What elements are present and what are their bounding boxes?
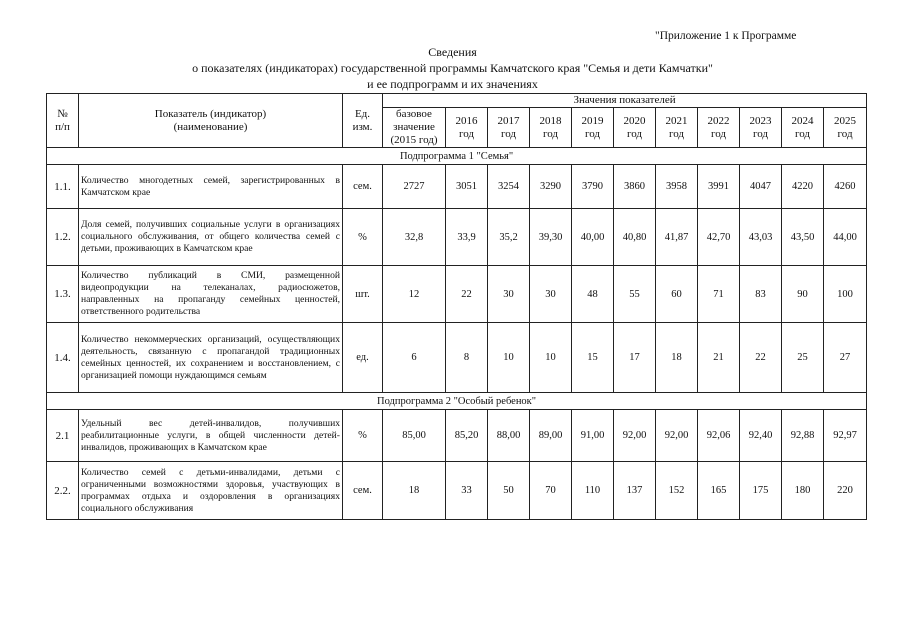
indicator-name: Количество семей с детьми-инвалидами, детьми с ограниченными возможностями здоровья, участвующих в программах отдыха и оздоровления в организациях социального обслуживания	[79, 462, 343, 520]
value-cell: 22	[740, 323, 782, 393]
subprogram-heading: Подпрограмма 1 "Семья"	[47, 148, 867, 165]
value-cell: 4047	[740, 165, 782, 209]
value-cell: 15	[572, 323, 614, 393]
value-cell: 85,20	[446, 410, 488, 462]
value-cell: 83	[740, 266, 782, 323]
value-cell: 110	[572, 462, 614, 520]
value-cell: 60	[656, 266, 698, 323]
header-year: 2019 год	[572, 108, 614, 148]
header-values-group: Значения показателей	[383, 94, 867, 108]
value-cell: 42,70	[698, 209, 740, 266]
header-year: 2020 год	[614, 108, 656, 148]
value-cell: 17	[614, 323, 656, 393]
value-cell: 25	[782, 323, 824, 393]
value-cell: 32,8	[383, 209, 446, 266]
subprogram-heading: Подпрограмма 2 "Особый ребенок"	[47, 393, 867, 410]
value-cell: 85,00	[383, 410, 446, 462]
value-cell: 180	[782, 462, 824, 520]
value-cell: 3958	[656, 165, 698, 209]
header-number: № п/п	[47, 94, 79, 148]
unit-cell: %	[343, 209, 383, 266]
value-cell: 70	[530, 462, 572, 520]
value-cell: 92,40	[740, 410, 782, 462]
value-cell: 50	[488, 462, 530, 520]
value-cell: 43,03	[740, 209, 782, 266]
document-title: Сведения	[428, 45, 477, 59]
indicator-name: Количество некоммерческих организаций, осуществляющих деятельность, связанную с пропагандой традиционных семейных ценностей, их сохранением и восстановлением, с организацией помощи нуждающимся семьям	[79, 323, 343, 393]
value-cell: 43,50	[782, 209, 824, 266]
value-cell: 4260	[824, 165, 867, 209]
header-year: 2016 год	[446, 108, 488, 148]
value-cell: 2727	[383, 165, 446, 209]
value-cell: 3860	[614, 165, 656, 209]
table-row	[47, 165, 867, 209]
row-number: 2.2.	[47, 462, 79, 520]
unit-cell: ед.	[343, 323, 383, 393]
value-cell: 137	[614, 462, 656, 520]
row-number: 1.2.	[47, 209, 79, 266]
value-cell: 33,9	[446, 209, 488, 266]
header-year: 2022 год	[698, 108, 740, 148]
table-row	[47, 462, 867, 520]
value-cell: 92,00	[614, 410, 656, 462]
value-cell: 55	[614, 266, 656, 323]
unit-cell: сем.	[343, 165, 383, 209]
value-cell: 4220	[782, 165, 824, 209]
value-cell: 40,00	[572, 209, 614, 266]
header-unit: Ед. изм.	[343, 94, 383, 148]
value-cell: 48	[572, 266, 614, 323]
value-cell: 39,30	[530, 209, 572, 266]
value-cell: 100	[824, 266, 867, 323]
value-cell: 3290	[530, 165, 572, 209]
document-subtitle-continued: и ее подпрограмм и их значениях	[367, 77, 538, 91]
indicator-name: Удельный вес детей-инвалидов, получивших реабилитационные услуги, в общей численности детей-инвалидов, проживающих в Камчатском крае	[79, 410, 343, 462]
header-year: 2025 год	[824, 108, 867, 148]
value-cell: 3254	[488, 165, 530, 209]
row-number: 2.1	[47, 410, 79, 462]
value-cell: 40,80	[614, 209, 656, 266]
table-row	[47, 266, 867, 323]
value-cell: 3991	[698, 165, 740, 209]
value-cell: 33	[446, 462, 488, 520]
appendix-label: "Приложение 1 к Программе	[655, 30, 797, 42]
table-row	[47, 323, 867, 393]
indicator-name: Количество многодетных семей, зарегистрированных в Камчатском крае	[79, 165, 343, 209]
header-indicator: Показатель (индикатор) (наименование)	[79, 94, 343, 148]
value-cell: 30	[530, 266, 572, 323]
row-number: 1.3.	[47, 266, 79, 323]
value-cell: 10	[530, 323, 572, 393]
value-cell: 30	[488, 266, 530, 323]
value-cell: 3790	[572, 165, 614, 209]
value-cell: 71	[698, 266, 740, 323]
indicator-name: Доля семей, получивших социальные услуги в организациях социального обслуживания, от общего количества семей с детьми, проживающих в Камчатском крае	[79, 209, 343, 266]
value-cell: 92,97	[824, 410, 867, 462]
value-cell: 22	[446, 266, 488, 323]
table-row	[47, 410, 867, 462]
document-subtitle: о показателях (индикаторах) государственной программы Камчатского края "Семья и дети Камчатки"	[192, 61, 713, 75]
header-year: 2018 год	[530, 108, 572, 148]
value-cell: 91,00	[572, 410, 614, 462]
header-year: 2017 год	[488, 108, 530, 148]
value-cell: 44,00	[824, 209, 867, 266]
value-cell: 152	[656, 462, 698, 520]
value-cell: 8	[446, 323, 488, 393]
value-cell: 27	[824, 323, 867, 393]
value-cell: 92,00	[656, 410, 698, 462]
value-cell: 35,2	[488, 209, 530, 266]
row-number: 1.1.	[47, 165, 79, 209]
value-cell: 92,06	[698, 410, 740, 462]
row-number: 1.4.	[47, 323, 79, 393]
indicator-name: Количество публикаций в СМИ, размещенной видеопродукции на телеканалах, радиосюжетов, направленных на пропаганду семейных ценностей, ответственного родительства	[79, 266, 343, 323]
value-cell: 18	[383, 462, 446, 520]
unit-cell: шт.	[343, 266, 383, 323]
value-cell: 21	[698, 323, 740, 393]
value-cell: 88,00	[488, 410, 530, 462]
value-cell: 220	[824, 462, 867, 520]
value-cell: 6	[383, 323, 446, 393]
value-cell: 12	[383, 266, 446, 323]
value-cell: 3051	[446, 165, 488, 209]
value-cell: 10	[488, 323, 530, 393]
value-cell: 89,00	[530, 410, 572, 462]
unit-cell: сем.	[343, 462, 383, 520]
value-cell: 165	[698, 462, 740, 520]
header-base-value: базовое значение (2015 год)	[383, 108, 446, 148]
value-cell: 18	[656, 323, 698, 393]
value-cell: 175	[740, 462, 782, 520]
value-cell: 92,88	[782, 410, 824, 462]
value-cell: 41,87	[656, 209, 698, 266]
unit-cell: %	[343, 410, 383, 462]
table-row	[47, 209, 867, 266]
header-year: 2024 год	[782, 108, 824, 148]
header-year: 2021 год	[656, 108, 698, 148]
indicators-table	[46, 93, 867, 520]
value-cell: 90	[782, 266, 824, 323]
header-year: 2023 год	[740, 108, 782, 148]
